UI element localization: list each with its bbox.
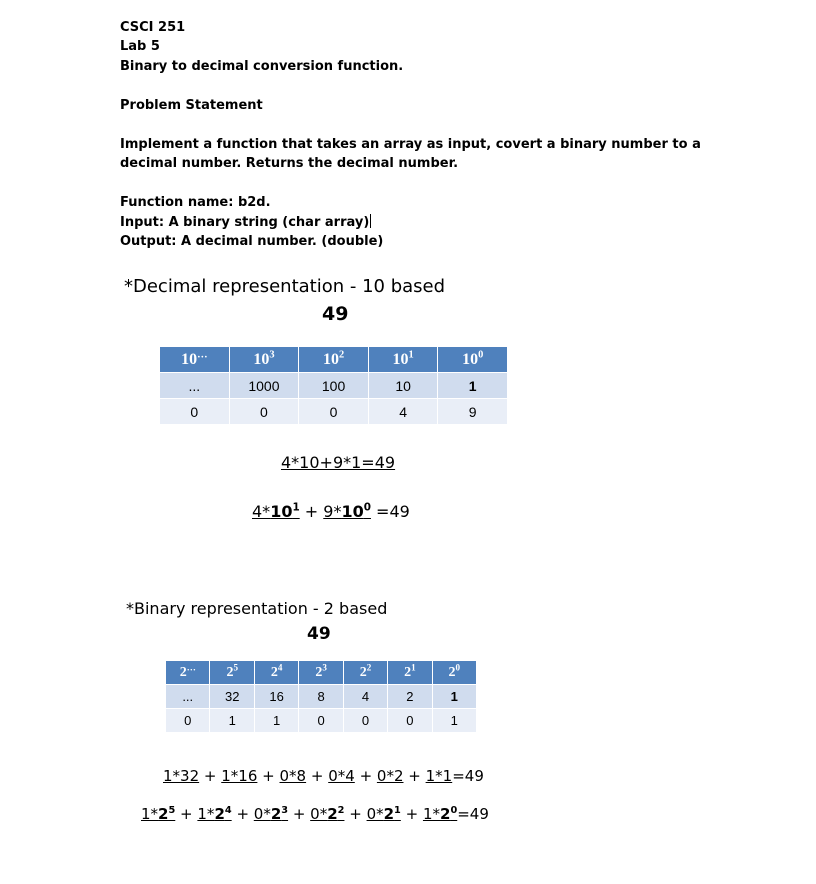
table-cell: 0 (166, 709, 210, 733)
table-cell: ... (166, 685, 210, 709)
binary-formula-1: 1*32 + 1*16 + 0*8 + 0*4 + 0*2 + 1*1=49 (163, 767, 484, 785)
table-cell: 1 (210, 709, 254, 733)
binary-formula-2: $1*2^5 + 1*2^4 + 0*2^3 + 0*2^2 + 0*2^1 + 1*2^0=49$ (141, 805, 489, 823)
table-cell: 16 (254, 685, 298, 709)
binary-header-cell: $2^3$ (299, 661, 343, 685)
table-cell: 0 (229, 399, 299, 425)
function-input (120, 214, 371, 231)
table-cell: 4 (368, 399, 438, 425)
binary-header-cell: $2^0$ (432, 661, 476, 685)
table-cell: 4 (343, 685, 387, 709)
table-cell: 1 (438, 373, 508, 399)
problem-heading: Problem Statement (120, 98, 263, 113)
function-input-text: Input: A binary string (char array) (120, 215, 370, 230)
course-label: CSCI 251 (120, 20, 186, 35)
decimal-table-row-place-values (160, 373, 508, 399)
table-cell: 1 (432, 709, 476, 733)
decimal-formula-1: 4*10+9*1=49 (281, 453, 396, 472)
binary-header-cell: 2… (166, 661, 210, 685)
binary-table (165, 660, 477, 733)
problem-line-1: Implement a function that takes an array as input, covert a binary number to a (120, 137, 701, 152)
table-cell: 2 (388, 685, 432, 709)
text-cursor (370, 214, 371, 228)
decimal-header-cell: $10^3$ (229, 347, 299, 373)
decimal-header-cell: $10^0$ (438, 347, 508, 373)
table-cell: 100 (299, 373, 369, 399)
decimal-number: 49 (322, 303, 349, 325)
binary-number: 49 (307, 624, 331, 644)
table-cell: 10 (368, 373, 438, 399)
decimal-table-row-digits (160, 399, 508, 425)
table-cell: 32 (210, 685, 254, 709)
table-cell: 8 (299, 685, 343, 709)
function-name: Function name: b2d. (120, 195, 271, 210)
table-cell: 1 (254, 709, 298, 733)
table-cell: 0 (160, 399, 230, 425)
binary-table-header-row (166, 661, 477, 685)
lab-label: Lab 5 (120, 39, 160, 54)
decimal-table-header-row (160, 347, 508, 373)
table-cell: 1000 (229, 373, 299, 399)
binary-header-cell: $2^4$ (254, 661, 298, 685)
table-cell: ... (160, 373, 230, 399)
table-cell: 0 (388, 709, 432, 733)
doc-title: Binary to decimal conversion function. (120, 59, 404, 74)
function-output: Output: A decimal number. (double) (120, 234, 384, 249)
table-cell: 0 (299, 399, 369, 425)
binary-header-cell: $2^2$ (343, 661, 387, 685)
table-cell: 0 (343, 709, 387, 733)
binary-table-row-digits (166, 709, 477, 733)
binary-header-cell: $2^1$ (388, 661, 432, 685)
decimal-header-cell: $10^2$ (299, 347, 369, 373)
decimal-heading: *Decimal representation - 10 based (124, 276, 446, 297)
decimal-formula-2: $4*10^1 + 9*10^0 =49$ (252, 501, 410, 521)
problem-line-2: decimal number. Returns the decimal number. (120, 156, 459, 171)
table-cell: 1 (432, 685, 476, 709)
binary-header-cell: $2^5$ (210, 661, 254, 685)
table-cell: 0 (299, 709, 343, 733)
binary-heading: *Binary representation - 2 based (126, 599, 388, 618)
decimal-header-cell: 10… (160, 347, 230, 373)
table-cell: 9 (438, 399, 508, 425)
decimal-header-cell: $10^1$ (368, 347, 438, 373)
decimal-table (159, 346, 508, 425)
binary-table-row-place-values (166, 685, 477, 709)
